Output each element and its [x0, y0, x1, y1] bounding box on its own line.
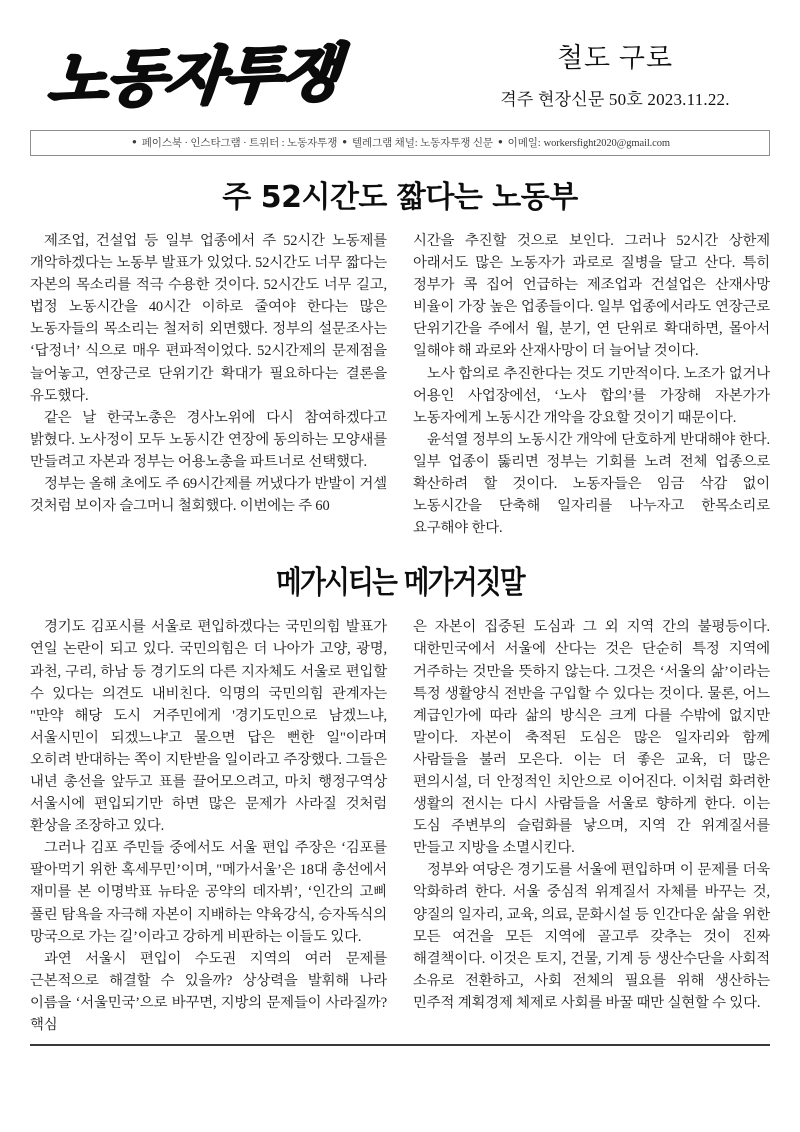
article-2-headline: 메가시티는 메가거짓말: [276, 565, 524, 602]
article-1-headline: 주 52시간도 짧다는 노동부: [222, 180, 578, 215]
paragraph: 정부와 여당은 경기도를 서울에 편입하며 이 문제를 더욱 악화하려 한다. 서울 중심적 위계질서 자체를 바꾸는 것, 양질의 일자리, 교육, 의료, 문화시설 등 인간다운 삶을 위한 모든 여건을 모든 지역에 골고루 갖추는 것이 진짜 해결책이다. 이것은 토지, 건물, 기계 등 생산수단을 사회적 소유로 전환하고, 사회 전체의 필요를 위해 생산하는 민주적 계획경제 체제로 사회를 바꿀 때만 실현할 수 있다.: [413, 862, 770, 1011]
paragraph: 같은 날 한국노총은 경사노위에 다시 참여하겠다고 밝혔다. 노사정이 모두 노동시간 연장에 동의하는 모양새를 만들려고 자본과 정부는 어용노총을 파트너로 선택했다.: [30, 409, 387, 470]
bullet-icon: ●: [342, 137, 347, 146]
paragraph: 은 자본이 집중된 도심과 그 외 지역 간의 불평등이다. 대한민국에서 서울에 산다는 것은 단순히 특정 지역에 거주하는 것만을 뜻하지 않는다. 그것은 ‘서울의 삶’이라는 특정 생활양식 전반을 구입할 수 있다는 것이다. 물론, 어느 계급인가에 따라 삶의 방식은 크게 다를 수밖에 없지만 말이다. 자본이 축적된 도심은 많은 일자리와 함께 사람들을 불러 모은다. 이는 더 좋은 교육, 더 많은 편의시설, 더 안정적인 치안으로 이어진다. 이처럼 화려한 생활의 전시는 다시 사람들을 서울로 향하게 한다. 이는 도심 주변부의 슬럼화를 낳으며, 지역 간 위계질서를 만들고 지방을 소멸시킨다.: [413, 619, 770, 857]
telegram-channel-label: 텔레그램 채널: 노동자투쟁 신문: [351, 138, 493, 149]
masthead-info: [478, 44, 778, 111]
article-2-columns: [30, 616, 770, 1036]
bullet-icon: ●: [132, 137, 137, 146]
article-2: [22, 557, 778, 1036]
article-2-left-column: [30, 616, 387, 1036]
social-accounts-label: 페이스북 · 인스타그램 · 트위터 : 노동자투쟁: [141, 138, 338, 149]
email-label: 이메일:: [507, 138, 541, 149]
article-1: [22, 172, 778, 539]
bottom-divider: [30, 1044, 770, 1046]
article-1-columns: [30, 230, 770, 539]
paragraph: 과연 서울시 편입이 수도권 지역의 여러 문제를 근본적으로 해결할 수 있을까? 상상력을 발휘해 나라 이름을 ‘서울민국’으로 바꾸면, 지방의 문제들이 사라질까? 핵심: [30, 950, 387, 1033]
paragraph: 윤석열 정부의 노동시간 개악에 단호하게 반대해야 한다. 일부 업종이 뚫리면 정부는 기회를 노려 전체 업종으로 확산하려 할 것이다. 노동자들은 임금 삭감 없이 노동시간을 단축해 일자리를 나누자고 한목소리로 요구해야 한다.: [413, 431, 770, 537]
paragraph: 노사 합의로 추진한다는 것도 기만적이다. 노조가 없거나 어용인 사업장에선, ‘노사 합의’를 가장해 자본가가 노동자에게 노동시간 개악을 강요할 것이기 때문이다.: [413, 365, 770, 426]
edition-title: 철도 구로: [556, 42, 674, 73]
masthead: [22, 0, 778, 122]
article-1-right-column: [413, 230, 770, 539]
paragraph: 시간을 추진할 것으로 보인다. 그러나 52시간 상한제 아래서도 많은 노동자가 과로로 질병을 달고 산다. 특히 정부가 콕 집어 언급하는 제조업과 건설업은 산재사망 비율이 가장 높은 업종들이다. 일부 업종에서라도 연장근로 단위기간을 주에서 월, 분기, 연 단위로 확대하면, 몰아서 일해야 해 과로와 산재사망이 더 늘어날 것이다.: [413, 233, 770, 360]
paragraph: 정부는 올해 초에도 주 69시간제를 꺼냈다가 반발이 거셀 것처럼 보이자 슬그머니 철회했다. 이번에는 주 60: [30, 476, 387, 515]
issue-line: 격주 현장신문 50호 2023.11.22.: [500, 90, 730, 110]
article-2-right-column: [413, 616, 770, 1036]
contact-bar: [30, 130, 770, 156]
paragraph: 그러나 김포 주민들 중에서도 서울 편입 주장은 ‘김포를 팔아먹기 위한 혹세무민’이며, "메가서울’은 18대 총선에서 재미를 본 이명박표 뉴타운 공약의 데자뷔’, ‘인간의 고삐 풀린 탐욕을 자극해 자본이 지배하는 약육강식, 승자독식의 망국으로 가는 길’이라고 강하게 비판하는 이들도 있다.: [30, 840, 387, 945]
paragraph: 제조업, 건설업 등 일부 업종에서 주 52시간 노동제를 개악하겠다는 노동부 발표가 있었다. 52시간도 너무 짧다는 자본의 목소리를 적극 수용한 것이다. 52시간도 너무 길고, 법정 노동시간을 40시간 이하로 줄여야 한다는 많은 노동자들의 목소리는 철저히 외면했다. 정부의 설문조사는 ‘답정너’ 식으로 매우 편파적이었다. 52시간제의 문제점을 늘어놓고, 연장근로 단위기간 확대가 필요하다는 결론을 유도했다.: [30, 233, 387, 404]
paragraph: 경기도 김포시를 서울로 편입하겠다는 국민의힘 발표가 연일 논란이 되고 있다. 국민의힘은 더 나아가 고양, 광명, 과천, 구리, 하남 등 경기도의 다른 지자체도 서울로 편입할 수 있다는 의견도 내비친다. 익명의 국민의힘 관계자는 "만약 해당 도시 거주민에게 '경기도민으로 남겠느냐, 서울시민이 되겠느냐'고 물으면 답은 뻔한 일"이라며 오히려 반대하는 쪽이 지탄받을 일이라고 주장했다. 그들은 내년 총선을 앞두고 표를 끌어모으려고, 마치 행정구역상 서울시에 편입되기만 하면 많은 문제가 사라질 것처럼 환상을 조장하고 있다.: [30, 619, 387, 835]
bullet-icon: ●: [497, 137, 503, 146]
masthead-logo: [22, 36, 478, 117]
newspaper-title-logo: 노동자투쟁: [44, 36, 341, 117]
article-1-left-column: [30, 230, 387, 539]
email-address[interactable]: workersfight2020@gmail.com: [543, 138, 670, 149]
